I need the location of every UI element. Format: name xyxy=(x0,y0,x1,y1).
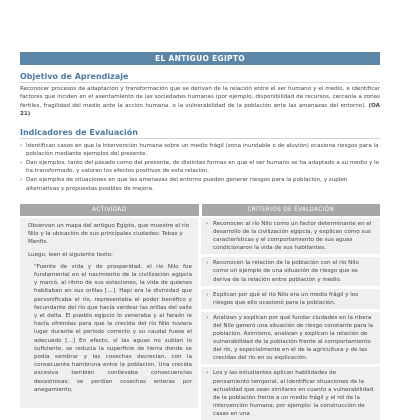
indicadores-heading: Indicadores de Evaluación xyxy=(20,128,138,137)
objetivo-body: Reconocer procesos de adaptación y transformación que se derivan de la relación entre el ser humano y el medio, e identificar factores que inciden en el asentamiento de las sociedades humanas (por ejemplo, disponibilidad de recursos, cercanía a zonas fértiles, fragilidad del medio ante la acción humana, o la vulnerabilidad de la población ante las amenazas del entorno). xyxy=(20,86,380,109)
criterios-cell xyxy=(201,218,380,417)
section-divider xyxy=(20,138,380,139)
indicadores-list xyxy=(20,142,380,194)
criterio-item: › Explican por qué el río Nilo era un medio frágil y los riesgos que ello ocasionó para la población. xyxy=(201,289,380,309)
indicador-item: › Dan ejemplos, tanto del pasado como del presente, de distintas formas en que el ser humano se ha adaptado a su medio y lo ha transformado, y valoran los efectos positivos de esta relación. xyxy=(20,159,380,176)
actividad-lead: Luego, leen el siguiente texto: xyxy=(28,251,113,258)
column-header-criterios: CRITERIOS DE EVALUACIÓN xyxy=(202,204,381,216)
criterio-item: › Los y las estudiantes aplican habilidades de pensamiento temporal, al identificar situaciones de la actualidad que sean similares en cuanto a vulnerabilidad de la población frente a un medio frágil y el rol de la intervención humana; por ejemplo: la construcción de casas en una xyxy=(201,367,380,420)
criterio-item: › Reconocen al río Nilo como un factor determinante en el desarrollo de la civilización egipcia, y explican cómo sus características y el comportamiento de sus aguas condicionaron la vida de sus habitantes. xyxy=(201,218,380,254)
indicador-item: › Dan ejemplos de situaciones en que las amenazas del entorno pueden generar riesgos para la población, y suplen alternativas y propuestas posibles de mejora. xyxy=(20,176,380,193)
criterio-item: › Reconocen la relación de la población con el río Nilo como un ejemplo de una situación de riesgo que se deriva de la relación entre población y medio. xyxy=(201,257,380,285)
actividad-cell xyxy=(20,218,198,408)
page-title: EL ANTIGUO EGIPTO xyxy=(20,52,380,65)
table-header-row xyxy=(20,204,380,216)
column-header-actividad: ACTIVIDAD xyxy=(20,204,199,216)
criterio-item: › Analizan y explican por qué fundar ciudades en la ribera del Nilo generó una situación de riesgo constante para la población. Asimismo, analizan y explican la relación de vulnerabilidad de la población frente al comportamiento del río, y especialmente en el de la agricultura y de las crecidas del río en su explicación. xyxy=(201,312,380,365)
objetivo-heading: Objetivo de Aprendizaje xyxy=(20,72,129,81)
objetivo-oa-code: (OA 21) xyxy=(20,102,380,117)
actividad-intro: Observan un mapa del antiguo Egipto, que muestre el río Nilo y la ubicación de sus principales ciudades: Tebas y Menfis. xyxy=(28,223,190,246)
actividad-quote: “Fuente de vida y de prosperidad, el río Nilo fue fundamental en el nacimiento de la civilización egipcia y marcó, al ritmo de sus estaciones, la vida de quienes habitaban en sus orillas […]. Hapi era la divinidad que personificaba el río, representaba el poder benéfico y fecundante del río que hacía verdear las orillas del valle y el delta. El pueblo egipcio lo veneraba y al faraón le hacía ofrendas para que la crecida del río Nilo tuviera lugar durante el periodo correcto y su caudal fuese el adecuado […] En efecto, si las aguas no subían lo suficiente, se reducía la superficie de tierra donde se podía sembrar y las cosechas decrecían, con la consecuente hambruna entre la población. Una crecida excesiva también conllevaba consecuencias desastrosas; se perdían cosechas enteras por anegamiento, xyxy=(34,263,192,393)
section-divider xyxy=(20,82,380,83)
objetivo-text xyxy=(20,85,380,118)
indicador-item: › Identifican casos en que la intervención humana sobre un medio frágil (zona inundable o de aluvión) ocasiona riesgos para la población mediante ejemplos del presente. xyxy=(20,142,380,159)
activity-table xyxy=(20,204,380,417)
